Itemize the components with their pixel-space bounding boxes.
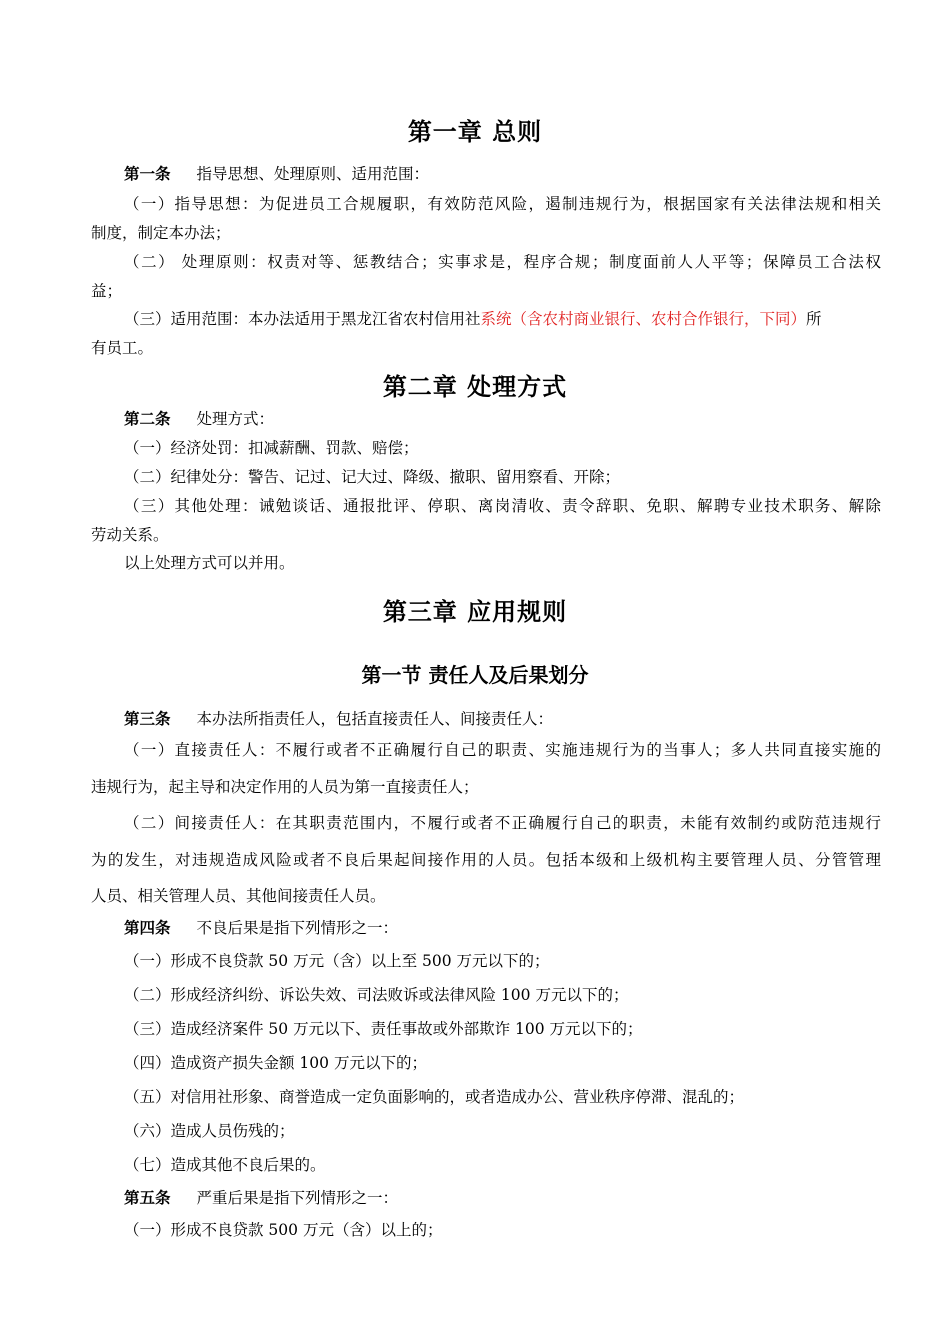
chapter-2-title: 第二章 处理方式 [382,373,568,401]
paragraph-line: （一）指导思想：为促进员工合规履职，有效防范风险，遏制违规行为，根据国家有关法律法规和相关 [124,195,881,213]
article-5-label: 第五条 [124,1189,171,1207]
paragraph-line [124,309,881,329]
article-2 [124,409,881,429]
list-item: （一）形成不良贷款 500 万元（含）以上的； [124,1221,443,1239]
scope-highlight-text: 系统（含农村商业银行、农村合作银行，下同） [480,310,807,328]
chapter-1-title: 第一章 总则 [407,118,543,146]
article-1 [124,164,881,184]
list-item: （三）其他处理：诫勉谈话、通报批评、停职、离岗清收、责令辞职、免职、解聘专业技术职务、解除 [124,497,881,515]
article-1-text: 指导思想、处理原则、适用范围： [196,165,430,183]
article-2-text: 处理方式： [196,410,275,428]
chapter-3-title: 第三章 应用规则 [382,598,568,626]
article-5-text: 严重后果是指下列情形之一： [196,1189,399,1207]
article-1-label: 第一条 [124,165,171,183]
article-3-label: 第三条 [124,710,171,728]
list-item: （六）造成人员伤残的； [124,1122,295,1140]
paragraph-line: 为的发生，对违规造成风险或者不良后果起间接作用的人员。包括本级和上级机构主要管理人员、分管管理 [91,851,881,869]
paragraph-line: （二）间接责任人：在其职责范围内，不履行或者不正确履行自己的职责，未能有效制约或防范违规行 [124,814,881,832]
paragraph-line: （二） 处理原则：权责对等、惩教结合；实事求是，程序合规；制度面前人人平等；保障员工合法权 [124,253,881,271]
article-3 [124,709,881,729]
paragraph-line: 劳动关系。 [91,526,169,544]
paragraph-line: 有员工。 [91,339,154,357]
article-2-label: 第二条 [124,410,171,428]
paragraph-line: （一）直接责任人：不履行或者不正确履行自己的职责、实施违规行为的当事人；多人共同直接实施的 [124,741,881,759]
paragraph-line: 以上处理方式可以并用。 [124,554,295,572]
article-5 [124,1188,881,1208]
scope-text-end: 所 [806,310,822,328]
list-item: （三）造成经济案件 50 万元以下、责任事故或外部欺诈 100 万元以下的； [124,1020,643,1038]
list-item: （四）造成资产损失金额 100 万元以下的； [124,1054,427,1072]
paragraph-line: 益； [91,282,123,300]
paragraph-line: 违规行为，起主导和决定作用的人员为第一直接责任人； [91,778,479,796]
section-1-title: 第一节 责任人及后果划分 [361,663,589,687]
scope-text: （三）适用范围：本办法适用于黑龙江省农村信用社 [124,310,481,328]
paragraph-line: 制度，制定本办法； [91,224,231,242]
list-item: （一）经济处罚：扣减薪酬、罚款、赔偿； [124,439,419,457]
article-4-text: 不良后果是指下列情形之一： [196,919,399,937]
list-item: （一）形成不良贷款 50 万元（含）以上至 500 万元以下的； [124,952,550,970]
paragraph-line: 人员、相关管理人员、其他间接责任人员。 [91,887,386,905]
list-item: （五）对信用社形象、商誉造成一定负面影响的，或者造成办公、营业秩序停滞、混乱的； [124,1088,745,1106]
list-item: （七）造成其他不良后果的。 [124,1156,326,1174]
article-4 [124,918,881,938]
article-4-label: 第四条 [124,919,171,937]
list-item: （二）纪律处分：警告、记过、记大过、降级、撤职、留用察看、开除； [124,468,621,486]
article-3-text: 本办法所指责任人，包括直接责任人、间接责任人： [196,710,554,728]
list-item: （二）形成经济纠纷、诉讼失效、司法败诉或法律风险 100 万元以下的； [124,986,629,1004]
